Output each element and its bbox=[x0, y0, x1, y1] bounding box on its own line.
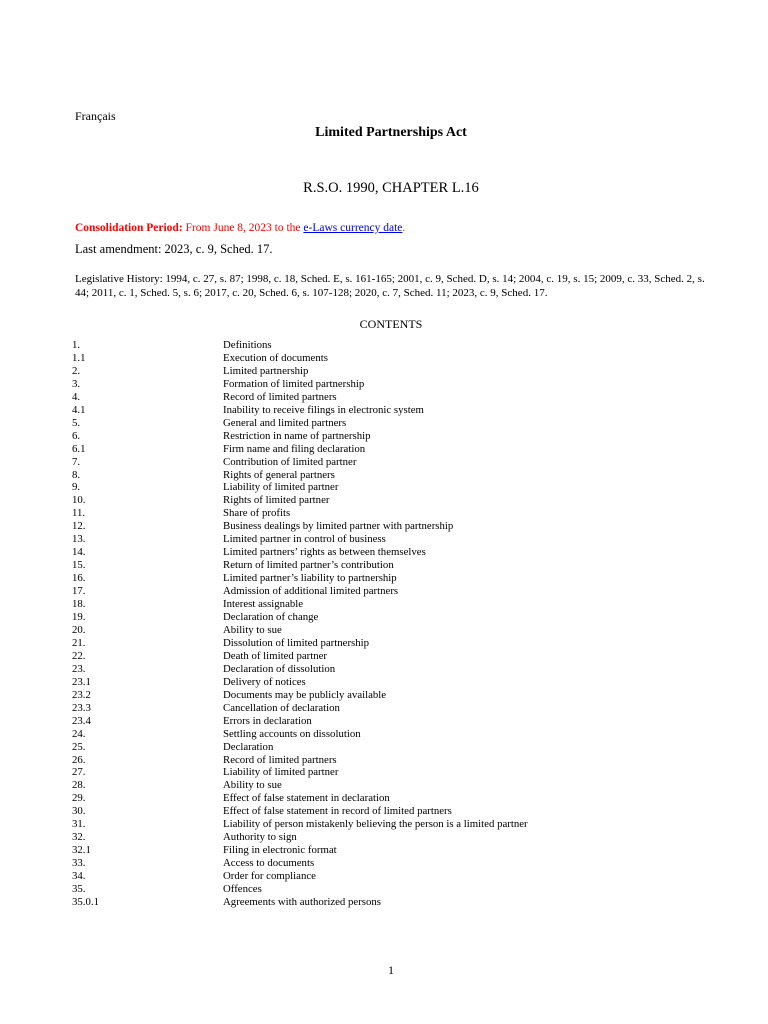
toc-row[interactable] bbox=[72, 507, 712, 520]
toc-section-number: 11. bbox=[72, 507, 86, 520]
toc-row[interactable] bbox=[72, 572, 712, 585]
toc-row[interactable] bbox=[72, 637, 712, 650]
toc-row[interactable] bbox=[72, 857, 712, 870]
toc-row[interactable] bbox=[72, 559, 712, 572]
toc-row[interactable] bbox=[72, 650, 712, 663]
toc-section-number: 35. bbox=[72, 883, 86, 896]
toc-section-number: 9. bbox=[72, 481, 81, 494]
toc-section-title: Liability of limited partner bbox=[223, 481, 339, 494]
toc-row[interactable] bbox=[72, 456, 712, 469]
toc-section-title: Liability of limited partner bbox=[223, 766, 339, 779]
toc-row[interactable] bbox=[72, 754, 712, 767]
toc-row[interactable] bbox=[72, 469, 712, 482]
toc-section-number: 1. bbox=[72, 339, 81, 351]
toc-section-title: Effect of false statement in declaration bbox=[223, 792, 390, 805]
toc-row[interactable] bbox=[72, 494, 712, 507]
toc-section-number: 28. bbox=[72, 779, 86, 792]
toc-section-title: Restriction in name of partnership bbox=[223, 429, 371, 442]
toc-section-number: 23.3 bbox=[72, 701, 91, 714]
toc-section-title: Rights of general partners bbox=[223, 468, 335, 481]
toc-section-title: Documents may be publicly available bbox=[223, 688, 387, 701]
toc-section-number: 6.1 bbox=[72, 442, 86, 455]
toc-section-title: Limited partners’ rights as between themselves bbox=[223, 546, 426, 559]
toc-row[interactable] bbox=[72, 365, 712, 378]
consolidation-period bbox=[75, 221, 405, 235]
toc-row[interactable] bbox=[72, 585, 712, 598]
toc-row[interactable] bbox=[72, 417, 712, 430]
toc-row[interactable] bbox=[72, 404, 712, 417]
toc-row[interactable] bbox=[72, 702, 712, 715]
toc-row[interactable] bbox=[72, 779, 712, 792]
toc-section-title: Cancellation of declaration bbox=[223, 701, 340, 714]
toc-section-title: Settling accounts on dissolution bbox=[223, 727, 361, 740]
toc-section-number: 4.1 bbox=[72, 403, 86, 416]
toc-section-title: Inability to receive filings in electronic system bbox=[223, 403, 424, 416]
toc-section-number: 1.1 bbox=[72, 351, 86, 364]
toc-row[interactable] bbox=[72, 870, 712, 883]
language-link[interactable]: Français bbox=[75, 109, 116, 123]
toc-row[interactable] bbox=[72, 766, 712, 779]
toc-section-number: 7. bbox=[72, 455, 81, 468]
toc-section-title: Interest assignable bbox=[223, 598, 304, 611]
toc-section-title: Firm name and filing declaration bbox=[223, 442, 366, 455]
toc-section-number: 18. bbox=[72, 598, 86, 611]
toc-section-title: Errors in declaration bbox=[223, 714, 312, 727]
toc-section-number: 20. bbox=[72, 623, 86, 636]
toc-section-title: Ability to sue bbox=[223, 779, 282, 792]
act-title: Limited Partnerships Act bbox=[315, 125, 467, 140]
toc-row[interactable] bbox=[72, 339, 712, 352]
toc-section-number: 29. bbox=[72, 792, 86, 805]
toc-row[interactable] bbox=[72, 844, 712, 857]
toc-section-title: Dissolution of limited partnership bbox=[223, 636, 370, 649]
toc-section-number: 32.1 bbox=[72, 844, 91, 857]
page-number: 1 bbox=[388, 963, 394, 977]
toc-row[interactable] bbox=[72, 728, 712, 741]
toc-row[interactable] bbox=[72, 792, 712, 805]
toc-row[interactable] bbox=[72, 481, 712, 494]
toc-section-number: 34. bbox=[72, 870, 86, 883]
toc-row[interactable] bbox=[72, 624, 712, 637]
table-of-contents bbox=[72, 339, 712, 909]
toc-section-number: 35.0.1 bbox=[72, 895, 99, 908]
toc-section-number: 31. bbox=[72, 818, 86, 831]
toc-section-title: Limited partner’s liability to partnership bbox=[223, 572, 397, 585]
toc-row[interactable] bbox=[72, 546, 712, 559]
currency-date-link[interactable]: e-Laws currency date bbox=[303, 222, 403, 234]
toc-row[interactable] bbox=[72, 611, 712, 624]
toc-row[interactable] bbox=[72, 443, 712, 456]
toc-row[interactable] bbox=[72, 663, 712, 676]
toc-row[interactable] bbox=[72, 831, 712, 844]
toc-section-number: 14. bbox=[72, 546, 86, 559]
toc-section-title: Agreements with authorized persons bbox=[223, 895, 382, 908]
toc-section-number: 26. bbox=[72, 753, 86, 766]
consolidation-label: Consolidation Period: bbox=[75, 222, 183, 234]
toc-section-title: Record of limited partners bbox=[223, 753, 337, 766]
toc-section-title: Access to documents bbox=[223, 857, 315, 870]
toc-section-title: Effect of false statement in record of limited partners bbox=[223, 805, 452, 818]
toc-section-number: 13. bbox=[72, 533, 86, 546]
toc-row[interactable] bbox=[72, 715, 712, 728]
toc-section-number: 8. bbox=[72, 468, 81, 481]
toc-section-number: 33. bbox=[72, 857, 86, 870]
toc-section-number: 23. bbox=[72, 662, 86, 675]
toc-row[interactable] bbox=[72, 352, 712, 365]
toc-section-title: Death of limited partner bbox=[223, 649, 328, 662]
toc-row[interactable] bbox=[72, 378, 712, 391]
toc-row[interactable] bbox=[72, 533, 712, 546]
toc-section-title: Authority to sign bbox=[223, 831, 297, 844]
toc-section-number: 30. bbox=[72, 805, 86, 818]
toc-section-number: 5. bbox=[72, 416, 81, 429]
toc-section-number: 6. bbox=[72, 429, 81, 442]
toc-section-title: Filing in electronic format bbox=[223, 844, 337, 857]
toc-section-number: 32. bbox=[72, 831, 86, 844]
toc-row[interactable] bbox=[72, 896, 712, 909]
toc-section-title: Declaration of change bbox=[223, 611, 319, 624]
toc-section-number: 3. bbox=[72, 377, 81, 390]
toc-section-number: 10. bbox=[72, 494, 86, 507]
toc-section-title: Ability to sue bbox=[223, 623, 282, 636]
toc-row[interactable] bbox=[72, 598, 712, 611]
toc-row[interactable] bbox=[72, 689, 712, 702]
toc-section-title: Limited partnership bbox=[223, 364, 309, 377]
toc-section-title: Admission of additional limited partners bbox=[223, 585, 399, 598]
toc-section-title: Formation of limited partnership bbox=[223, 377, 365, 390]
toc-section-title: Execution of documents bbox=[223, 351, 328, 364]
toc-section-number: 23.4 bbox=[72, 714, 91, 727]
toc-section-number: 23.2 bbox=[72, 688, 91, 701]
toc-row[interactable] bbox=[72, 676, 712, 689]
legislative-history: Legislative History: 1994, c. 27, s. 87; 1998, c. 18, Sched. E, s. 161-165; 2001, c. 9, Sched. D, s. 14; 2004, c. 19, s. 15; 2009, c. 33, Sched. 2, s. 44; 2011, c. 1, Sched. 5, s. 6; 2017, c. 20, Sched. 6, s. 107-128; 2020, c. 7, Sched. 11; 2023, c. 9, Sched. 17. bbox=[75, 273, 705, 299]
toc-section-title: Share of profits bbox=[223, 507, 291, 520]
toc-section-number: 4. bbox=[72, 390, 81, 403]
toc-row[interactable] bbox=[72, 430, 712, 443]
toc-section-number: 19. bbox=[72, 611, 86, 624]
toc-section-title: Record of limited partners bbox=[223, 390, 337, 403]
toc-section-number: 12. bbox=[72, 520, 86, 533]
toc-row[interactable] bbox=[72, 520, 712, 533]
toc-section-number: 24. bbox=[72, 727, 86, 740]
toc-row[interactable] bbox=[72, 805, 712, 818]
toc-row[interactable] bbox=[72, 391, 712, 404]
toc-section-number: 27. bbox=[72, 766, 86, 779]
toc-row[interactable] bbox=[72, 883, 712, 896]
toc-section-title: Declaration bbox=[223, 740, 274, 753]
toc-section-title: General and limited partners bbox=[223, 416, 347, 429]
toc-section-number: 17. bbox=[72, 585, 86, 598]
toc-section-title: Delivery of notices bbox=[223, 675, 306, 688]
consolidation-end: . bbox=[402, 222, 406, 234]
toc-section-title: Rights of limited partner bbox=[223, 494, 330, 507]
toc-section-number: 22. bbox=[72, 649, 86, 662]
toc-section-title: Declaration of dissolution bbox=[223, 662, 336, 675]
toc-section-title: Definitions bbox=[223, 339, 272, 351]
toc-section-number: 25. bbox=[72, 740, 86, 753]
toc-row[interactable] bbox=[72, 818, 712, 831]
toc-row[interactable] bbox=[72, 741, 712, 754]
toc-section-number: 21. bbox=[72, 636, 86, 649]
toc-section-title: Contribution of limited partner bbox=[223, 455, 357, 468]
toc-section-title: Return of limited partner’s contribution bbox=[223, 559, 394, 572]
toc-section-number: 23.1 bbox=[72, 675, 91, 688]
toc-section-title: Liability of person mistakenly believing the person is a limited partner bbox=[223, 818, 528, 831]
toc-section-title: Business dealings by limited partner with partnership bbox=[223, 520, 454, 533]
toc-section-title: Order for compliance bbox=[223, 870, 316, 883]
consolidation-text: From June 8, 2023 to the bbox=[182, 222, 304, 234]
last-amendment: Last amendment: 2023, c. 9, Sched. 17. bbox=[75, 242, 273, 256]
toc-section-number: 15. bbox=[72, 559, 86, 572]
toc-section-title: Offences bbox=[223, 883, 262, 896]
chapter-citation: R.S.O. 1990, CHAPTER L.16 bbox=[303, 180, 479, 196]
toc-section-number: 2. bbox=[72, 364, 81, 377]
toc-section-number: 16. bbox=[72, 572, 86, 585]
contents-heading: CONTENTS bbox=[359, 317, 423, 331]
toc-section-title: Limited partner in control of business bbox=[223, 533, 386, 546]
